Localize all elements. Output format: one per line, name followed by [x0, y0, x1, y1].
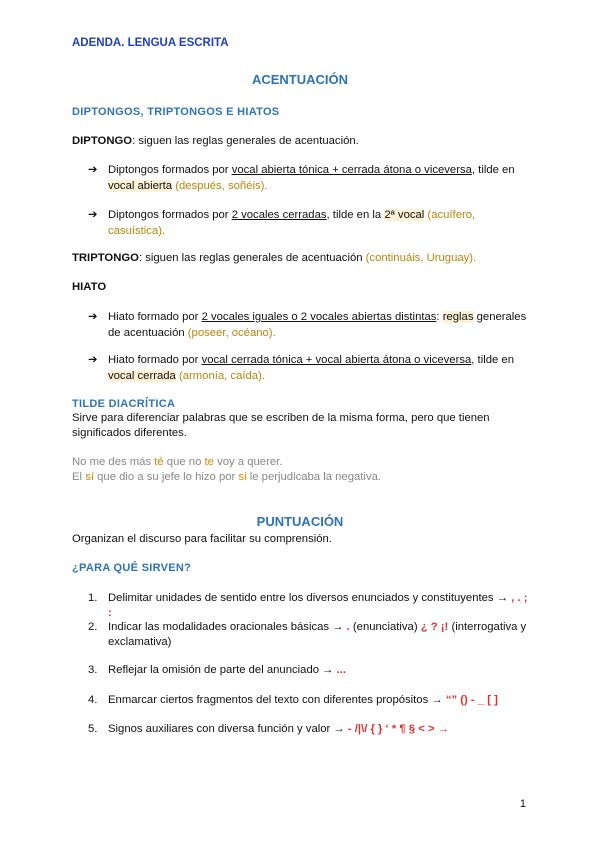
list-item	[88, 693, 528, 708]
hiato-label	[72, 280, 532, 295]
text-span: Delimitar unidades de sentido entre los diversos enunciados y constituyentes →	[108, 592, 512, 604]
text-span: Hiato formado por	[108, 354, 202, 366]
example-text: (armonía, caída).	[175, 370, 265, 382]
punctuation-symbols: .	[346, 621, 350, 633]
tilde-example-1	[72, 455, 532, 470]
underlined-text: vocal abierta tónica + cerrada átona o viceversa	[231, 164, 472, 176]
tilde-description: Sirve para diferenciar palabras que se escriben de la misma forma, pero que tienen significados diferentes.	[72, 412, 490, 439]
text-span: Reflejar la omisión de parte del anunciado →	[108, 664, 337, 676]
document-header: ADENDA. LENGUA ESCRITA	[72, 37, 229, 49]
list-item	[88, 722, 528, 737]
tilde-example-2	[72, 470, 532, 485]
highlighted-text: vocal cerrada	[108, 370, 176, 382]
text-span: Indicar las modalidades oracionales básicas →	[108, 621, 347, 633]
subheading-para-que-sirven: ¿PARA QUÉ SIRVEN?	[72, 562, 192, 574]
section-title-acentuacion: ACENTUACIÓN	[251, 72, 349, 87]
arrow-bullet-icon: ➔	[88, 354, 98, 366]
hiato-term: HIATO	[72, 281, 107, 293]
list-number: 2.	[88, 621, 98, 633]
list-number: 3.	[88, 664, 98, 676]
example-text: (poseer, océano).	[187, 327, 276, 339]
text-span: generales de acentuación	[108, 311, 527, 339]
punctuation-symbols: ¿ ? ¡!	[420, 621, 449, 633]
highlighted-word: sí	[85, 471, 94, 483]
diptongo-rest: : siguen las reglas generales de acentuación.	[132, 135, 359, 147]
puntuacion-intro: Organizan el discurso para facilitar su comprensión.	[72, 533, 332, 545]
highlighted-text: 2ª vocal	[384, 209, 425, 221]
text-span: voy a querer.	[213, 456, 283, 468]
example-text: (acuífero, casuística).	[108, 209, 476, 237]
underlined-text: 2 vocales cerradas	[231, 209, 327, 221]
text-span: El	[72, 471, 86, 483]
subheading-tilde-diacritica: TILDE DIACRÍTICA	[72, 398, 176, 410]
text-span: : siguen las reglas generales de acentuación	[138, 252, 366, 264]
highlighted-word: te	[204, 456, 214, 468]
diptongo-bullet-2	[88, 207, 528, 239]
punctuation-symbols: “” () - _ [ ]	[445, 694, 498, 706]
text-span: que no	[163, 456, 205, 468]
text-span: Hiato formado por	[108, 311, 202, 323]
highlighted-text: reglas	[442, 311, 474, 323]
list-number: 5.	[88, 723, 98, 735]
diptongo-bullet-1	[88, 162, 528, 194]
text-span: le perjudicaba la negativa.	[246, 471, 382, 483]
subheading-diptongos: DIPTONGOS, TRIPTONGOS E HIATOS	[72, 106, 280, 118]
example-text: (después, soñéis).	[172, 180, 268, 192]
arrow-bullet-icon: ➔	[88, 164, 98, 176]
text-span: , tilde en	[471, 354, 514, 366]
list-item	[88, 620, 528, 650]
list-number: 1.	[88, 592, 98, 604]
text-span: :	[436, 311, 443, 323]
diptongo-term: DIPTONGO	[72, 135, 133, 147]
punctuation-symbols: - /|\/ { } ‘ * ¶ § < > →	[347, 723, 449, 735]
text-span: (enunciativa)	[349, 621, 421, 633]
text-span: Diptongos formados por	[108, 209, 232, 221]
text-span: , tilde en	[471, 164, 515, 176]
diptongo-paragraph	[72, 134, 532, 149]
page-number: 1	[519, 798, 526, 810]
underlined-text: 2 vocales iguales o 2 vocales abiertas distintas	[201, 311, 437, 323]
highlighted-word: si	[238, 471, 247, 483]
hiato-bullet-1	[88, 309, 528, 341]
underlined-text: vocal cerrada tónica + vocal abierta átona o viceversa	[201, 354, 472, 366]
list-number: 4.	[88, 694, 98, 706]
punctuation-symbols: ...	[336, 664, 347, 676]
section-title-puntuacion: PUNTUACIÓN	[256, 514, 344, 529]
hiato-bullet-2	[88, 352, 528, 384]
highlighted-word: té	[154, 456, 164, 468]
text-span: Diptongos formados por	[108, 164, 232, 176]
triptongo-paragraph	[72, 251, 532, 266]
triptongo-term: TRIPTONGO	[72, 252, 139, 264]
punctuation-symbols: , . ; :	[108, 592, 528, 619]
text-span: Signos auxiliares con diversa función y valor →	[108, 723, 348, 735]
text-span: que dio a su jefe lo hizo por	[93, 471, 239, 483]
list-item	[88, 591, 528, 621]
arrow-bullet-icon: ➔	[88, 311, 98, 323]
text-span: (interrogativa y exclamativa)	[108, 621, 527, 648]
text-span: , tilde en la	[326, 209, 385, 221]
highlighted-text: vocal abierta	[108, 180, 173, 192]
text-span: Enmarcar ciertos fragmentos del texto con diferentes propósitos →	[108, 694, 446, 706]
arrow-bullet-icon: ➔	[88, 209, 98, 221]
text-span: No me des más	[72, 456, 155, 468]
list-item	[88, 663, 528, 678]
example-text: (continuáis, Uruguay).	[365, 252, 477, 264]
